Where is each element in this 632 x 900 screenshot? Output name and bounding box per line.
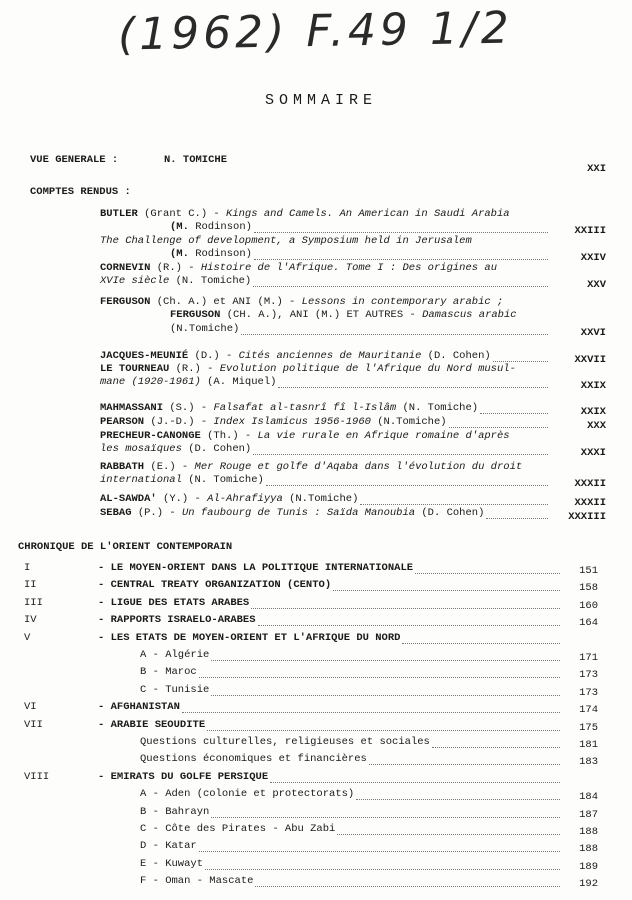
compte-rendu-meta: (P.) -: [131, 507, 182, 519]
dotted-leader: [253, 286, 548, 287]
compte-rendu-line: [100, 235, 472, 248]
dotted-leader: [254, 232, 548, 233]
compte-rendu-author: SEBAG: [100, 507, 132, 519]
dotted-leader: [251, 608, 560, 609]
compte-rendu-line: [100, 493, 358, 506]
chronique-subsection: C - Tunisie: [140, 683, 210, 696]
chronique-subsection: B - Maroc: [140, 666, 197, 679]
dotted-leader: [337, 834, 560, 835]
compte-rendu-author: FERGUSON: [170, 309, 221, 322]
compte-rendu-author: PEARSON: [100, 416, 145, 428]
chronique-page: 160: [579, 599, 598, 612]
chronique-section: - AFGHANISTAN: [98, 701, 180, 714]
compte-rendu-line: [100, 402, 478, 415]
chronique-page: 164: [579, 617, 598, 630]
vue-generale-page: XXI: [587, 163, 606, 175]
compte-rendu-line: [100, 443, 251, 456]
compte-rendu-reviewer: (A. Miquel): [200, 376, 277, 389]
vue-generale-label: VUE GENERALE :: [30, 154, 119, 166]
dotted-leader: [333, 590, 560, 591]
chronique-page: 173: [579, 686, 598, 699]
compte-rendu-author: (M.: [170, 248, 189, 261]
compte-rendu-line: [100, 507, 484, 520]
compte-rendu-author: LE TOURNEAU: [100, 363, 170, 375]
chronique-subsection: A - Aden (colonie et protectorats): [140, 788, 355, 801]
compte-rendu-page: XXXI: [580, 447, 606, 460]
compte-rendu-line: [100, 474, 264, 487]
compte-rendu-title: les mosaïques: [100, 443, 182, 456]
dotted-leader: [253, 454, 548, 455]
chronique-page: 192: [579, 878, 598, 891]
dotted-leader: [199, 677, 560, 678]
chronique-section: - EMIRATS DU GOLFE PERSIQUE: [98, 770, 269, 783]
compte-rendu-page: XXV: [587, 279, 606, 292]
dotted-leader: [493, 361, 548, 362]
compte-rendu-reviewer: (N.Tomiche): [370, 416, 447, 428]
dotted-leader: [360, 504, 548, 505]
dotted-leader: [199, 851, 560, 852]
compte-rendu-author: PRECHEUR-CANONGE: [100, 430, 201, 442]
dotted-leader: [402, 643, 560, 644]
compte-rendu-line: [100, 416, 447, 429]
dotted-leader: [205, 869, 560, 870]
compte-rendu-meta: Rodinson): [188, 221, 252, 234]
comptes-rendus-heading: COMPTES RENDUS :: [30, 186, 131, 198]
chronique-number: VI: [24, 701, 37, 714]
compte-rendu-line: [170, 221, 252, 234]
compte-rendu-author: CORNEVIN: [100, 262, 151, 274]
dotted-leader: [182, 712, 560, 713]
compte-rendu-meta: (S.) -: [163, 402, 214, 414]
compte-rendu-reviewer: (N. Tomiche): [181, 474, 264, 487]
chronique-page: 173: [579, 669, 598, 682]
page-title: SOMMAIRE: [264, 92, 377, 109]
compte-rendu-meta: (Y.) -: [156, 493, 208, 505]
compte-rendu-author: BUTLER: [100, 208, 138, 220]
compte-rendu-page: XXIII: [574, 225, 606, 238]
chronique-subsection: B - Bahrayn: [140, 805, 210, 818]
compte-rendu-line: [170, 309, 517, 322]
compte-rendu-line: [100, 350, 491, 363]
dotted-leader: [258, 625, 560, 626]
dotted-leader: [255, 886, 560, 887]
compte-rendu-meta: (R.) -: [169, 363, 220, 375]
dotted-leader: [356, 799, 560, 800]
chronique-section: - LIGUE DES ETATS ARABES: [98, 596, 250, 609]
dotted-leader: [207, 730, 560, 731]
chronique-page: 188: [579, 826, 598, 838]
dotted-leader: [278, 387, 548, 388]
compte-rendu-author: JACQUES-MEUNIÉ: [100, 350, 189, 362]
compte-rendu-meta: (Th.) -: [200, 430, 258, 442]
chronique-number: II: [24, 579, 37, 592]
compte-rendu-page: XXVI: [580, 326, 606, 339]
compte-rendu-page: XXIV: [580, 252, 606, 265]
compte-rendu-line: [100, 461, 522, 474]
compte-rendu-line: [100, 430, 510, 443]
compte-rendu-meta: (E.) -: [144, 461, 195, 473]
chronique-number: VII: [24, 718, 43, 731]
chronique-page: 174: [579, 704, 598, 717]
chronique-section: - LE MOYEN-ORIENT DANS LA POLITIQUE INTERNATIONALE: [98, 562, 414, 574]
compte-rendu-author: RABBATH: [100, 461, 145, 473]
dotted-leader: [480, 413, 548, 414]
dotted-leader: [432, 747, 560, 748]
chronique-number: III: [24, 596, 43, 609]
chronique-section: - ARABIE SEOUDITE: [98, 718, 206, 731]
compte-rendu-title: The Challenge of development, a Symposium held in Jerusalem: [100, 235, 472, 247]
vue-generale-author: N. TOMICHE: [164, 154, 228, 166]
compte-rendu-author: FERGUSON: [100, 296, 151, 308]
compte-rendu-title: XVIe siècle: [100, 275, 170, 288]
dotted-leader: [211, 695, 560, 696]
dotted-leader: [211, 817, 560, 818]
compte-rendu-page: XXX: [587, 420, 606, 432]
compte-rendu-line: [100, 208, 510, 221]
compte-rendu-title: Un faubourg de Tunis : Saïda Manoubia: [181, 507, 416, 519]
dotted-leader: [266, 485, 548, 486]
dotted-leader: [241, 334, 548, 335]
compte-rendu-meta: (D.) -: [188, 350, 239, 362]
chronique-section: - RAPPORTS ISRAELO-ARABES: [98, 614, 256, 627]
chronique-page: 183: [579, 756, 598, 769]
chronique-number: IV: [24, 614, 37, 627]
compte-rendu-line: [100, 262, 497, 275]
compte-rendu-meta: (Ch. A.) et ANI (M.) -: [150, 296, 302, 308]
chronique-number: VIII: [24, 770, 50, 783]
chronique-subsection: D - Katar: [140, 840, 197, 853]
dotted-leader: [211, 660, 560, 661]
chronique-subsection: F - Oman - Mascate: [140, 875, 254, 888]
compte-rendu-meta: (J.-D.) -: [144, 416, 214, 428]
compte-rendu-meta: (R.) -: [150, 262, 201, 274]
compte-rendu-title: international: [100, 474, 182, 487]
compte-rendu-meta: (CH. A.), ANI (M.) ET AUTRES -: [220, 309, 423, 322]
compte-rendu-line: [100, 296, 503, 309]
dotted-leader: [270, 782, 560, 783]
compte-rendu-title: Kings and Camels. An American in Saudi Arabia: [226, 208, 510, 220]
compte-rendu-reviewer: (N.Tomiche): [282, 493, 359, 505]
compte-rendu-reviewer: (D. Cohen): [181, 443, 252, 456]
compte-rendu-title: Damascus arabic: [422, 309, 517, 322]
chronique-page: 189: [579, 860, 598, 873]
dotted-leader: [369, 764, 560, 765]
compte-rendu-author: AL-SAWDA': [100, 493, 157, 505]
chronique-subsection: Questions culturelles, religieuses et sociales: [140, 736, 430, 748]
compte-rendu-meta: Rodinson): [188, 248, 252, 261]
dotted-leader: [449, 427, 548, 428]
compte-rendu-title: Falsafat al-tasnrî fî l-Islâm: [213, 402, 397, 414]
compte-rendu-meta: (Grant C.) -: [137, 208, 227, 220]
compte-rendu-line: [100, 376, 276, 389]
chronique-number: I: [24, 562, 31, 574]
compte-rendu-page: XXIX: [580, 406, 606, 418]
compte-rendu-page: XXXII: [574, 478, 606, 491]
compte-rendu-title: Al-Ahrafiyya: [207, 493, 283, 505]
dotted-leader: [486, 518, 548, 519]
chronique-page: 188: [579, 843, 598, 856]
compte-rendu-title: Lessons in contemporary arabic ;: [301, 296, 504, 308]
compte-rendu-line: [170, 248, 252, 261]
compte-rendu-title: Evolution politique de l'Afrique du Nord musul-: [219, 363, 516, 375]
compte-rendu-title: mane (1920-1961): [100, 376, 201, 389]
compte-rendu-page: XXVII: [574, 354, 606, 366]
compte-rendu-title: Index Islamicus 1956-1960: [213, 416, 371, 428]
compte-rendu-reviewer: (N. Tomiche): [396, 402, 479, 414]
chronique-number: V: [24, 631, 31, 644]
compte-rendu-title: Cités anciennes de Mauritanie: [238, 350, 422, 362]
chronique-subsection: Questions économiques et financières: [140, 753, 367, 766]
chronique-page: 158: [579, 582, 598, 595]
chronique-subsection: A - Algérie: [140, 649, 210, 661]
compte-rendu-line: [100, 363, 516, 376]
dotted-leader: [415, 573, 560, 574]
compte-rendu-title: La vie rurale en Afrique romaine d'après: [257, 430, 510, 442]
chronique-section: - LES ETATS DE MOYEN-ORIENT ET L'AFRIQUE DU NORD: [98, 631, 401, 644]
chronique-section: - CENTRAL TREATY ORGANIZATION (CENTO): [98, 579, 332, 592]
compte-rendu-title: Mer Rouge et golfe d'Aqaba dans l'évolution du droit: [194, 461, 523, 473]
chronique-page: 151: [579, 565, 598, 577]
compte-rendu-page: XXXIII: [568, 511, 606, 523]
compte-rendu-line: [170, 323, 239, 336]
chronique-heading: CHRONIQUE DE L'ORIENT CONTEMPORAIN: [18, 541, 233, 553]
compte-rendu-title: Histoire de l'Afrique. Tome I : Des origines au: [200, 262, 497, 274]
compte-rendu-author: (M.: [170, 221, 189, 234]
compte-rendu-author: MAHMASSANI: [100, 402, 164, 414]
chronique-page: 175: [579, 721, 598, 734]
chronique-page: 187: [579, 808, 598, 821]
compte-rendu-meta: (N.Tomiche): [170, 322, 240, 335]
compte-rendu-page: XXXII: [574, 497, 606, 509]
chronique-subsection: C - Côte des Pirates - Abu Zabi: [140, 823, 336, 835]
chronique-subsection: E - Kuwayt: [140, 857, 204, 870]
compte-rendu-line: [100, 275, 251, 288]
dotted-leader: [254, 259, 548, 260]
handwritten-reference: (1962) F.49 1/2: [117, 2, 514, 61]
chronique-page: 171: [579, 652, 598, 664]
compte-rendu-reviewer: (D. Cohen): [421, 350, 491, 362]
compte-rendu-reviewer: (N. Tomiche): [169, 275, 252, 288]
chronique-page: 181: [579, 739, 598, 751]
compte-rendu-reviewer: (D. Cohen): [415, 507, 485, 519]
chronique-page: 184: [579, 791, 598, 804]
compte-rendu-page: XXIX: [580, 380, 606, 393]
